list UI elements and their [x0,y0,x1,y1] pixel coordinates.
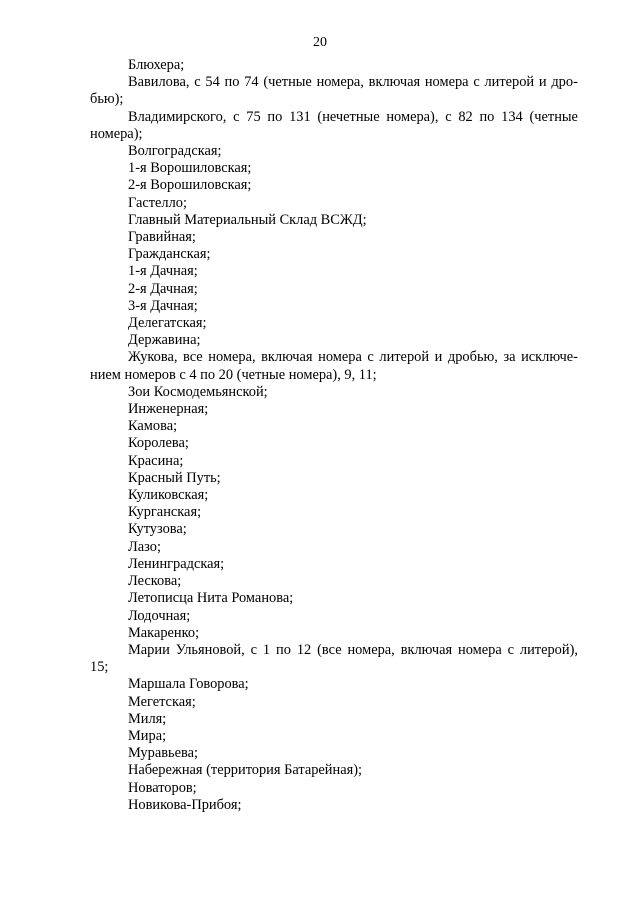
word: и [434,349,443,366]
word: (все [317,641,342,658]
word: Владимирского, [128,108,227,125]
text-line: Набережная (территория Батарейная); [128,762,363,779]
text-line: Новикова-Прибоя; [128,796,242,813]
word: с [250,641,257,658]
word: с [445,108,452,125]
word: по [479,108,495,125]
word: исключе- [521,349,578,366]
word: все [183,349,203,366]
text-line: Инженерная; [128,401,209,418]
word: (нечетные [317,108,380,125]
text-line: Гражданская; [128,246,211,263]
word: дро- [551,74,578,91]
word: номера), [386,108,439,125]
word: Марии [128,641,170,658]
word: включая [261,349,313,366]
text-line: Летописца Нита Романова; [128,590,294,607]
text-line: Маршала Говорова; [128,676,249,693]
text-line: бью); [90,91,124,108]
word: с [473,74,480,91]
text-line: Миля; [128,710,167,727]
text-line: 3-я Дачная; [128,297,198,314]
text-line: 1-я Дачная; [128,263,198,280]
word: с [367,349,374,366]
text-line: Блюхера; [128,57,185,73]
page-number: 20 [313,35,327,50]
word: за [503,349,516,366]
text-line [90,74,578,91]
text-line: Лескова; [128,573,182,590]
word: по [276,641,291,658]
word: номера [424,74,469,91]
text-line: Зои Космодемьянской; [128,383,268,400]
word: с [233,108,240,125]
text-line: Волгоградская; [128,143,222,160]
text-line: Мира; [128,727,167,744]
word: дробью, [447,349,498,366]
word: 1 [262,641,271,658]
word: 12 [296,641,312,658]
word: (четные [529,108,578,125]
text-line: Кутузова; [128,521,187,538]
text-line: Новаторов; [128,779,197,796]
word: номера [318,349,362,366]
text-line: Королева; [128,435,189,452]
text-line [90,642,578,659]
word: 134 [501,108,523,125]
word: 54 [205,74,220,91]
word: литерой [484,74,535,91]
word: литерой [379,349,430,366]
text-line: Главный Материальный Склад ВСЖД; [128,211,367,228]
text-line: Лазо; [128,538,161,555]
text-line [90,349,578,366]
text-line: Лодочная; [128,607,191,624]
text-line: Камова; [128,418,178,435]
text-line: Муравьева; [128,745,198,762]
text-line: 2-я Ворошиловская; [128,177,252,194]
text-line: Макаренко; [128,624,200,641]
word: литерой), [519,641,578,658]
word: по [267,108,283,125]
text-line: Красный Путь; [128,469,221,486]
word: по [224,74,240,91]
text-line: Куликовская; [128,487,209,504]
text-line: Красина; [128,452,184,469]
word: 75 [246,108,261,125]
word: номера [458,641,502,658]
text-line: Державина; [128,332,201,349]
text-line: нием номеров с 4 по 20 (четные номера), 9, 11; [90,366,377,383]
text-line: Ленинградская; [128,555,225,572]
word: 82 [458,108,473,125]
street-list [90,57,578,814]
word: Вавилова, [128,74,190,91]
text-line: Мегетская; [128,693,196,710]
word: Жукова, [128,349,178,366]
word: номера, [347,641,395,658]
word: Ульяновой, [175,641,245,658]
word: номера, [316,74,364,91]
text-line: Гастелло; [128,194,187,211]
text-line: 1-я Ворошиловская; [128,160,252,177]
word: и [538,74,547,91]
word: 131 [289,108,311,125]
text-line: 2-я Дачная; [128,280,198,297]
text-line: номера); [90,125,143,142]
word: с [194,74,201,91]
word: номера, [208,349,256,366]
text-line: Делегатская; [128,315,207,332]
text-line: 15; [90,659,109,676]
text-line: Курганская; [128,504,202,521]
word: 74 [244,74,259,91]
word: включая [368,74,421,91]
word: (четные [263,74,312,91]
text-line: Гравийная; [128,229,196,246]
word: с [507,641,515,658]
word: включая [400,641,453,658]
text-line [90,109,578,126]
